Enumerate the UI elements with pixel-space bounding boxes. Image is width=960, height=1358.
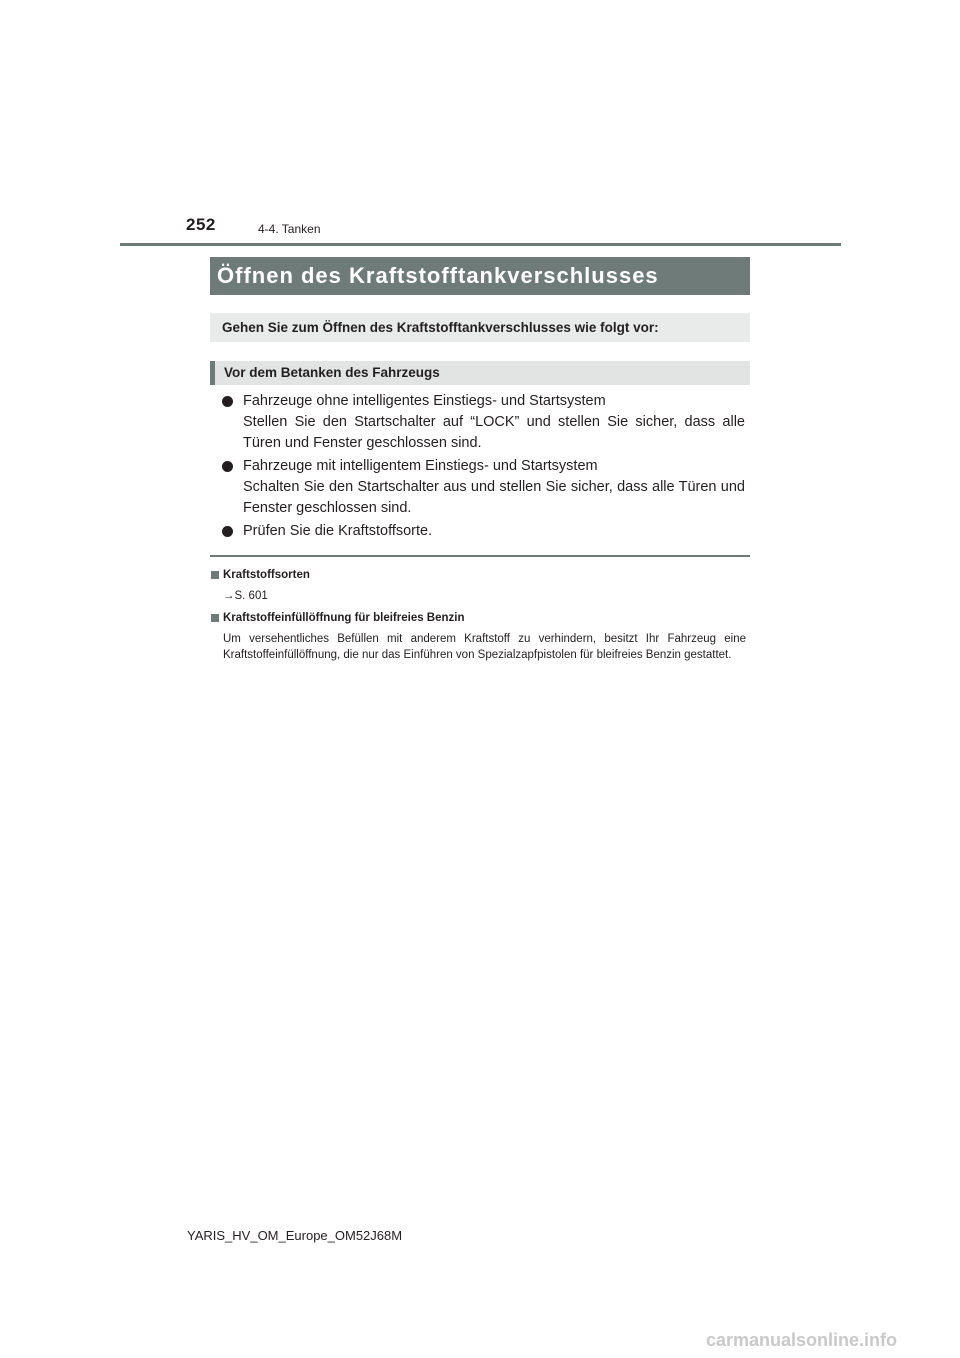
note-body: →S. 601	[223, 589, 268, 602]
bullet-item	[222, 521, 745, 542]
page-number: 252	[186, 215, 216, 234]
bullet-list	[222, 391, 745, 544]
bullet-dot-icon	[222, 461, 233, 472]
sub-header: Vor dem Betanken des Fahrzeugs	[210, 361, 750, 385]
watermark: carmanualsonline.info	[706, 1330, 898, 1350]
bullet-item	[222, 391, 745, 454]
note-title	[210, 567, 746, 584]
bullet-dot-icon	[222, 396, 233, 407]
intro-box: Gehen Sie zum Öffnen des Kraftstofftankverschlusses wie folgt vor:	[210, 313, 750, 342]
notes-divider	[210, 555, 750, 557]
bullet-detail: Schalten Sie den Startschalter aus und stellen Sie sicher, dass alle Türen und Fenster geschlossen sind.	[243, 479, 745, 516]
header-divider	[120, 243, 841, 246]
bullet-dot-icon	[222, 526, 233, 537]
note-title-text: Kraftstoffeinfüllöffnung für bleifreies Benzin	[223, 612, 465, 624]
note-body: Um versehentliches Befüllen mit anderem Kraftstoff zu verhindern, besitzt Ihr Fahrzeug eine Kraftstoffeinfüllöffnung, die nur das Einführen von Spezialzapfpistolen für bleifreies Benzin gestattet.	[223, 632, 746, 661]
bullet-heading: Prüfen Sie die Kraftstoffsorte.	[243, 523, 433, 539]
bullet-detail: Stellen Sie den Startschalter auf “LOCK” und stellen Sie sicher, dass alle Türen und Fenster geschlossen sind.	[243, 414, 745, 451]
note-title	[210, 610, 746, 627]
square-bullet-icon	[211, 571, 219, 579]
bullet-item	[222, 456, 745, 519]
notes-section	[210, 567, 746, 670]
note-title-text: Kraftstoffsorten	[223, 569, 310, 581]
bullet-heading: Fahrzeuge ohne intelligentes Einstiegs- und Startsystem	[243, 393, 606, 409]
square-bullet-icon	[211, 614, 219, 622]
section-reference: 4-4. Tanken	[258, 222, 321, 236]
document-code: YARIS_HV_OM_Europe_OM52J68M	[187, 1228, 403, 1243]
bullet-heading: Fahrzeuge mit intelligentem Einstiegs- und Startsystem	[243, 458, 598, 474]
page-title: Öffnen des Kraftstofftankverschlusses	[210, 257, 750, 295]
